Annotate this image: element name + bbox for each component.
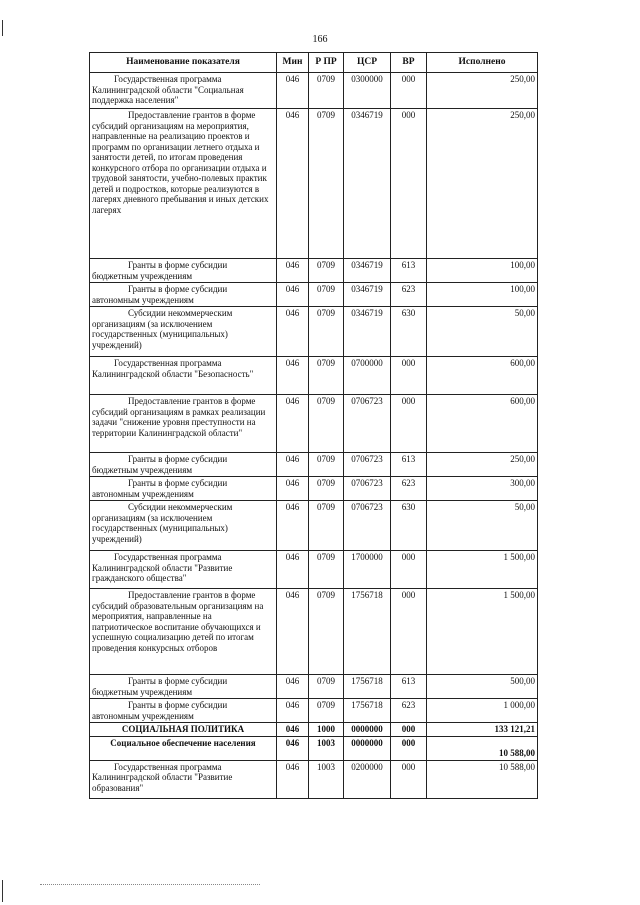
cell-amount: 1 000,00 bbox=[427, 699, 538, 723]
cell-rpr: 0709 bbox=[309, 283, 344, 307]
cell-rpr: 0709 bbox=[309, 589, 344, 675]
cell-csr: 0000000 bbox=[344, 723, 391, 737]
cell-min: 046 bbox=[277, 699, 309, 723]
cell-amount: 1 500,00 bbox=[427, 551, 538, 589]
cell-min: 046 bbox=[277, 283, 309, 307]
cell-name: Гранты в форме субсидии бюджетным учреждениям bbox=[90, 675, 277, 699]
cell-rpr: 0709 bbox=[309, 477, 344, 501]
cell-name: Гранты в форме субсидии автономным учреждениям bbox=[90, 477, 277, 501]
cell-vr: 623 bbox=[391, 477, 427, 501]
cell-min: 046 bbox=[277, 307, 309, 357]
cell-min: 046 bbox=[277, 109, 309, 259]
cell-name: Гранты в форме субсидии автономным учреждениям bbox=[90, 699, 277, 723]
cell-name: Субсидии некоммерческим организациям (за исключением государственных (муниципальных) учреждений) bbox=[90, 501, 277, 551]
cell-amount: 10 588,00 bbox=[427, 736, 538, 760]
cell-vr: 000 bbox=[391, 589, 427, 675]
column-header-name: Наименование показателя bbox=[90, 53, 277, 73]
budget-execution-table bbox=[89, 52, 538, 799]
cell-csr: 0346719 bbox=[344, 283, 391, 307]
cell-rpr: 0709 bbox=[309, 73, 344, 109]
cell-min: 046 bbox=[277, 395, 309, 453]
cell-amount: 250,00 bbox=[427, 73, 538, 109]
cell-min: 046 bbox=[277, 723, 309, 737]
cell-csr: 1700000 bbox=[344, 551, 391, 589]
cell-amount: 600,00 bbox=[427, 395, 538, 453]
cell-csr: 0000000 bbox=[344, 736, 391, 760]
cell-csr: 0706723 bbox=[344, 501, 391, 551]
cell-rpr: 1003 bbox=[309, 736, 344, 760]
table-row bbox=[90, 723, 538, 737]
cell-min: 046 bbox=[277, 675, 309, 699]
cell-csr: 0706723 bbox=[344, 477, 391, 501]
column-header-csr: ЦСР bbox=[344, 53, 391, 73]
cell-vr: 000 bbox=[391, 395, 427, 453]
cell-vr: 630 bbox=[391, 307, 427, 357]
cell-vr: 000 bbox=[391, 357, 427, 395]
cell-csr: 1756718 bbox=[344, 699, 391, 723]
cell-amount: 600,00 bbox=[427, 357, 538, 395]
cell-min: 046 bbox=[277, 453, 309, 477]
cell-name: Государственная программа Калининградской области "Развитие гражданского общества" bbox=[90, 551, 277, 589]
cell-rpr: 0709 bbox=[309, 307, 344, 357]
cell-csr: 0300000 bbox=[344, 73, 391, 109]
cell-min: 046 bbox=[277, 477, 309, 501]
cell-rpr: 0709 bbox=[309, 501, 344, 551]
cell-amount: 50,00 bbox=[427, 501, 538, 551]
cell-csr: 1756718 bbox=[344, 675, 391, 699]
cell-rpr: 0709 bbox=[309, 109, 344, 259]
cell-csr: 0346719 bbox=[344, 109, 391, 259]
cell-vr: 000 bbox=[391, 73, 427, 109]
cell-vr: 000 bbox=[391, 736, 427, 760]
table-body bbox=[90, 73, 538, 799]
cell-vr: 613 bbox=[391, 675, 427, 699]
scan-edge-mark bbox=[2, 20, 3, 36]
table-row bbox=[90, 501, 538, 551]
cell-csr: 0346719 bbox=[344, 307, 391, 357]
cell-csr: 1756718 bbox=[344, 589, 391, 675]
table-row bbox=[90, 283, 538, 307]
table-row bbox=[90, 453, 538, 477]
cell-amount: 300,00 bbox=[427, 477, 538, 501]
cell-rpr: 0709 bbox=[309, 259, 344, 283]
cell-min: 046 bbox=[277, 357, 309, 395]
table-row bbox=[90, 259, 538, 283]
cell-vr: 623 bbox=[391, 283, 427, 307]
column-header-amount: Исполнено bbox=[427, 53, 538, 73]
scan-edge-mark bbox=[2, 880, 3, 902]
cell-min: 046 bbox=[277, 551, 309, 589]
cell-rpr: 0709 bbox=[309, 551, 344, 589]
cell-vr: 630 bbox=[391, 501, 427, 551]
table-row bbox=[90, 589, 538, 675]
cell-amount: 10 588,00 bbox=[427, 760, 538, 798]
table-row bbox=[90, 675, 538, 699]
cell-rpr: 0709 bbox=[309, 357, 344, 395]
table-row bbox=[90, 73, 538, 109]
cell-vr: 000 bbox=[391, 760, 427, 798]
table-row bbox=[90, 760, 538, 798]
cell-csr: 0706723 bbox=[344, 395, 391, 453]
cell-min: 046 bbox=[277, 73, 309, 109]
column-header-vr: ВР bbox=[391, 53, 427, 73]
cell-vr: 000 bbox=[391, 551, 427, 589]
cell-min: 046 bbox=[277, 589, 309, 675]
cell-vr: 613 bbox=[391, 453, 427, 477]
cell-vr: 000 bbox=[391, 109, 427, 259]
table-row bbox=[90, 395, 538, 453]
table-row bbox=[90, 699, 538, 723]
cell-name: Гранты в форме субсидии бюджетным учреждениям bbox=[90, 453, 277, 477]
cell-name: Гранты в форме субсидии автономным учреждениям bbox=[90, 283, 277, 307]
cell-amount: 250,00 bbox=[427, 109, 538, 259]
cell-name: Государственная программа Калининградской области "Социальная поддержка населения" bbox=[90, 73, 277, 109]
cell-name: Предоставление грантов в форме субсидий организациям на мероприятия, направленные на реализацию проектов и программ по организации летнего отдыха и занятости детей, по итогам проведения конкурсного отбора по организации отдыха и трудовой занятости, учебно-полевых практик детей и подростков, которые реализуются в лагерях дневного пребывания и иных детских лагерях bbox=[90, 109, 277, 259]
cell-vr: 000 bbox=[391, 723, 427, 737]
table-row bbox=[90, 551, 538, 589]
cell-rpr: 0709 bbox=[309, 395, 344, 453]
cell-amount: 50,00 bbox=[427, 307, 538, 357]
cell-name: СОЦИАЛЬНАЯ ПОЛИТИКА bbox=[90, 723, 277, 737]
scan-artifact-dots bbox=[40, 884, 260, 887]
table-row bbox=[90, 307, 538, 357]
cell-name: Предоставление грантов в форме субсидий организациям в рамках реализации задачи "снижение уровня преступности на территории Калининградской области" bbox=[90, 395, 277, 453]
cell-rpr: 0709 bbox=[309, 675, 344, 699]
cell-csr: 0346719 bbox=[344, 259, 391, 283]
cell-vr: 613 bbox=[391, 259, 427, 283]
cell-name: Субсидии некоммерческим организациям (за исключением государственных (муниципальных) учреждений) bbox=[90, 307, 277, 357]
table-header-row bbox=[90, 53, 538, 73]
cell-csr: 0700000 bbox=[344, 357, 391, 395]
cell-name: Государственная программа Калининградской области "Развитие образования" bbox=[90, 760, 277, 798]
table-row bbox=[90, 109, 538, 259]
column-header-rpr: Р ПР bbox=[309, 53, 344, 73]
cell-rpr: 0709 bbox=[309, 453, 344, 477]
table-row bbox=[90, 477, 538, 501]
table-row bbox=[90, 357, 538, 395]
cell-csr: 0706723 bbox=[344, 453, 391, 477]
cell-min: 046 bbox=[277, 760, 309, 798]
cell-amount: 100,00 bbox=[427, 259, 538, 283]
cell-rpr: 0709 bbox=[309, 699, 344, 723]
cell-name: Социальное обеспечение населения bbox=[90, 736, 277, 760]
cell-amount: 133 121,21 bbox=[427, 723, 538, 737]
cell-name: Предоставление грантов в форме субсидий образовательным организациям на мероприятия, направленные на патриотическое воспитание обучающихся и успешную социализацию детей по итогам проведения конкурсных отборов bbox=[90, 589, 277, 675]
table-row bbox=[90, 736, 538, 760]
page-number: 166 bbox=[312, 34, 328, 45]
cell-min: 046 bbox=[277, 259, 309, 283]
cell-amount: 500,00 bbox=[427, 675, 538, 699]
cell-csr: 0200000 bbox=[344, 760, 391, 798]
cell-rpr: 1000 bbox=[309, 723, 344, 737]
cell-name: Гранты в форме субсидии бюджетным учреждениям bbox=[90, 259, 277, 283]
column-header-min: Мин bbox=[277, 53, 309, 73]
cell-amount: 250,00 bbox=[427, 453, 538, 477]
cell-name: Государственная программа Калининградской области "Безопасность" bbox=[90, 357, 277, 395]
cell-min: 046 bbox=[277, 501, 309, 551]
cell-vr: 623 bbox=[391, 699, 427, 723]
cell-amount: 100,00 bbox=[427, 283, 538, 307]
cell-rpr: 1003 bbox=[309, 760, 344, 798]
cell-amount: 1 500,00 bbox=[427, 589, 538, 675]
cell-min: 046 bbox=[277, 736, 309, 760]
